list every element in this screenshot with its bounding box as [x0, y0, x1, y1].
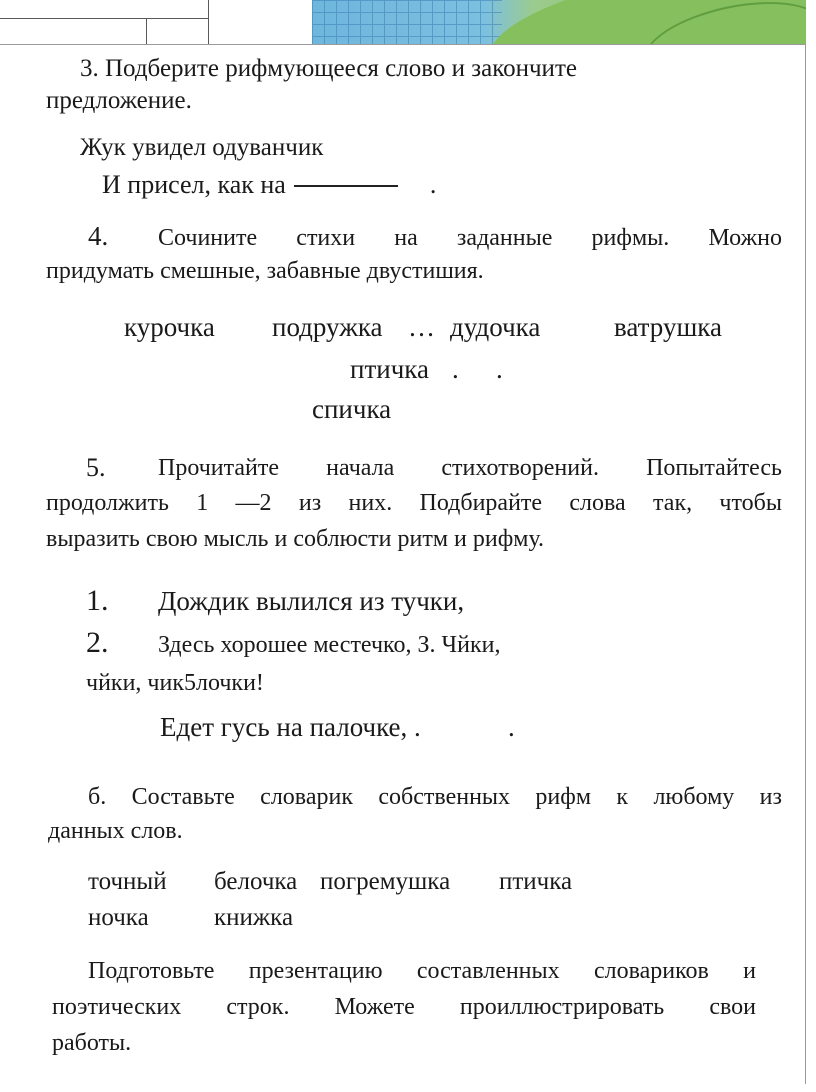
- item3-end-dot: .: [508, 712, 515, 742]
- task3-line1: 3. Подберите рифмующееся слово и закончите: [80, 55, 577, 82]
- rhyme-dot-1: .: [452, 354, 459, 384]
- grid-pattern: [312, 0, 502, 44]
- dict-word-nochka: ночка: [88, 904, 149, 931]
- task3-line2: предложение.: [46, 87, 192, 114]
- task5-line2: продолжить 1 —2 из них. Подбирайте слова так, чтобы: [46, 490, 782, 516]
- item3-text: Едет гусь на палочке, .: [160, 712, 421, 742]
- dict-word-belochka: белочка: [214, 868, 298, 895]
- task3-poem-line1: Жук увидел одуванчик: [80, 134, 324, 161]
- rhyme-word-vatrushka: ватрушка: [614, 312, 722, 342]
- header-table-divider-1: [146, 18, 147, 44]
- rhyme-word-kurochka: курочка: [124, 312, 215, 342]
- task3-poem-line2-text: И присел, как на: [102, 170, 286, 199]
- rhyme-word-dudochka: дудочка: [450, 312, 541, 342]
- task5-line3: выразить свою мысль и соблюсти ритм и рифму.: [46, 526, 545, 552]
- final-line2: поэтических строк. Можете проиллюстрировать свои: [52, 994, 756, 1020]
- task5-number: 5.: [86, 453, 106, 482]
- dict-word-ptichka: птичка: [499, 868, 573, 895]
- task3-poem-line2: [102, 170, 436, 200]
- item1-text: Дождик вылился из тучки,: [158, 586, 465, 616]
- task6-line2: данных слов.: [48, 818, 183, 844]
- dict-word-pogremushka: погремушка: [320, 868, 451, 895]
- rhyme-word-podruzhka: подружка: [272, 312, 383, 342]
- item2-continuation: чйки, чик5лочки!: [86, 670, 264, 696]
- header-table-line-top: [0, 18, 208, 19]
- task3-poem-end: .: [429, 170, 437, 199]
- rhyme-word-ellipsis: …: [408, 312, 435, 342]
- final-line3: работы.: [52, 1030, 132, 1056]
- task6-line1: б. Составьте словарик собственных рифм к любому из: [88, 784, 782, 810]
- task4-line1: Сочините стихи на заданные рифмы. Можно: [158, 225, 782, 251]
- decorative-header-strip: [312, 0, 806, 44]
- dict-word-tochny: точный: [88, 868, 167, 895]
- item2-number: 2.: [86, 626, 109, 659]
- rhyme-dot-2: .: [496, 354, 503, 384]
- task4-line2: придумать смешные, забавные двустишия.: [46, 258, 484, 284]
- rhyme-word-spichka: спичка: [312, 394, 392, 424]
- item1-number: 1.: [86, 584, 109, 617]
- task4-number: 4.: [88, 221, 109, 251]
- item2-text: Здесь хорошее местечко, З. Чйки,: [158, 632, 501, 658]
- header-table-divider-2: [208, 0, 209, 44]
- task5-line1: Прочитайте начала стихотворений. Попытайтесь: [158, 455, 782, 481]
- final-line1: Подготовьте презентацию составленных словариков и: [88, 958, 756, 984]
- rhyme-word-ptichka: птичка: [350, 354, 429, 384]
- dict-word-knizhka: книжка: [214, 904, 294, 931]
- answer-blank: [294, 185, 398, 187]
